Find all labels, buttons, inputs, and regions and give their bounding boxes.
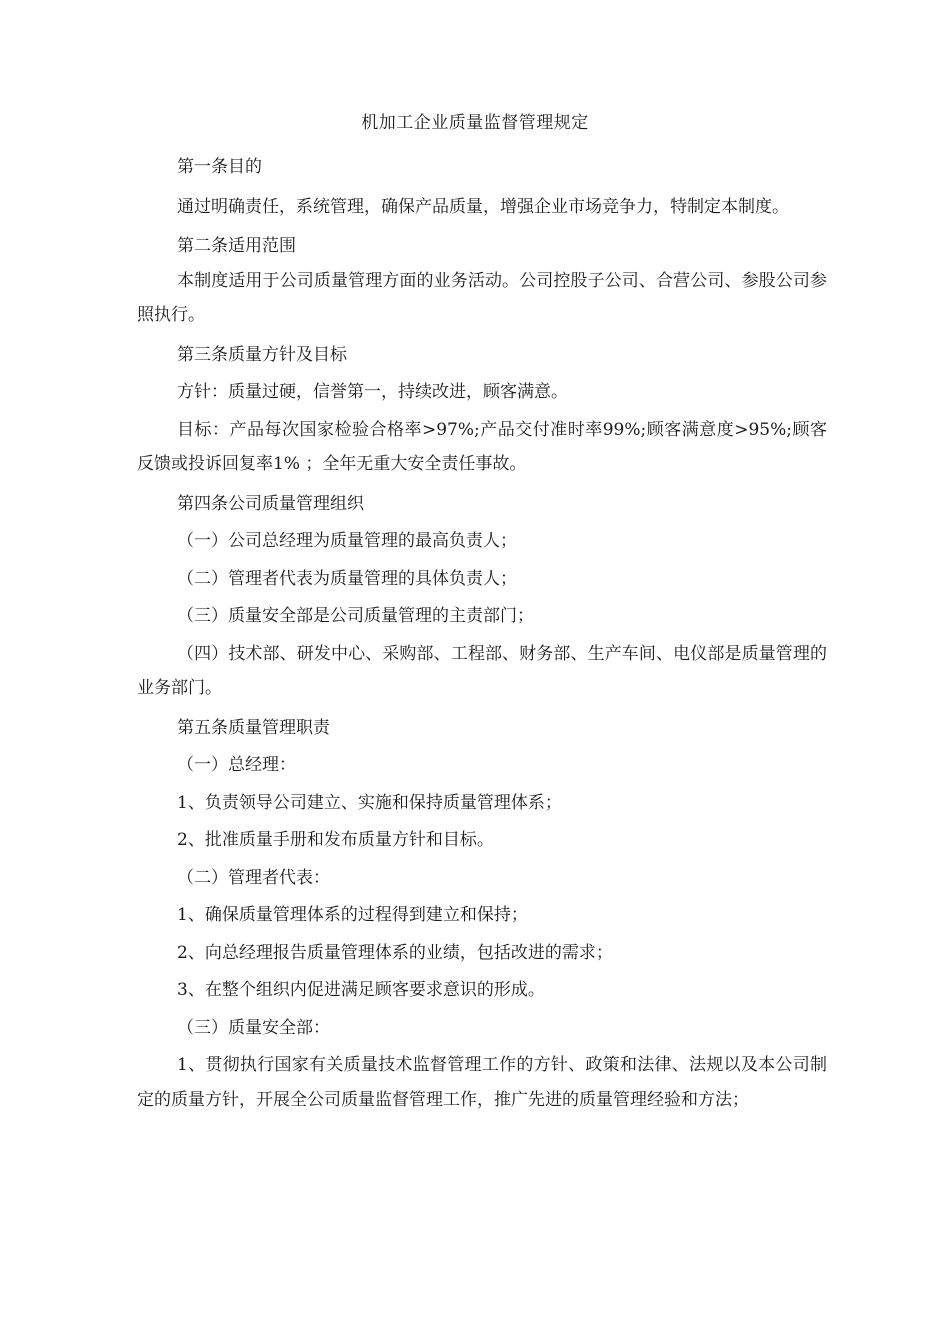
duty-gm-item-1: 1、负责领导公司建立、实施和保持质量管理体系； [177,792,562,813]
duty-qs-item-1: 1、贯彻执行国家有关质量技术监督管理工作的方针、政策和法律、法规以及本公司制定的质量方针，开展全公司质量监督管理工作，推广先进的质量管理经验和方法； [137,1055,827,1110]
duty-gm-item-2: 2、批准质量手册和发布质量方针和目标。 [177,830,494,850]
org-item-4: （四）技术部、研发中心、采购部、工程部、财务部、生产车间、电仪部是质量管理的业务部门。 [137,643,827,698]
duty-rep-item-2: 2、向总经理报告质量管理体系的业绩，包括改进的需求； [177,942,613,963]
policy-text: 方针：质量过硬，信誉第一，持续改进，顾客满意。 [177,382,568,402]
article-2-text: 本制度适用于公司质量管理方面的业务活动。公司控股子公司、合营公司、参股公司参照执行。 [137,270,827,325]
article-4-heading: 第四条公司质量管理组织 [177,493,364,514]
document-title: 机加工企业质量监督管理规定 [361,113,589,133]
duty-qs-heading: （三）质量安全部： [177,1017,330,1038]
org-item-1: （一）公司总经理为质量管理的最高负责人； [177,531,517,551]
article-1-text: 通过明确责任，系统管理，确保产品质量，增强企业市场竞争力，特制定本制度。 [177,196,789,217]
duty-rep-item-3: 3、在整个组织内促进满足顾客要求意识的形成。 [177,980,545,1000]
article-5-heading: 第五条质量管理职责 [177,717,330,738]
article-1-heading: 第一条目的 [177,157,262,177]
org-item-2: （二）管理者代表为质量管理的具体负责人； [177,568,517,589]
objectives-text: 目标：产品每次国家检验合格率>97%;产品交付准时率99%;顾客满意度>95%;顾客反馈或投诉回复率1% ；全年无重大安全责任事故。 [137,419,827,474]
duty-rep-item-1: 1、确保质量管理体系的过程得到建立和保持； [177,905,528,925]
org-item-3: （三）质量安全部是公司质量管理的主责部门； [177,606,534,626]
duty-rep-heading: （二）管理者代表： [177,867,330,888]
article-2-heading: 第二条适用范围 [177,236,296,256]
duty-gm-heading: （一）总经理： [177,755,296,775]
document-body [137,150,827,1117]
article-3-heading: 第三条质量方针及目标 [177,344,347,365]
